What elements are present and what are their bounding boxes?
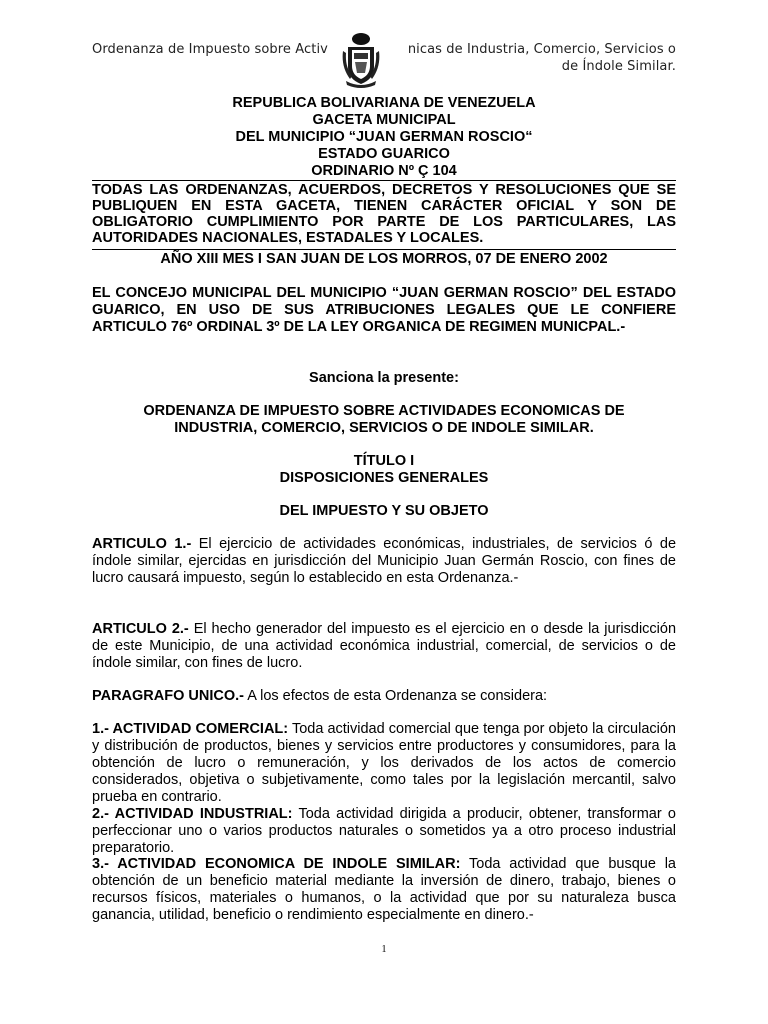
article-2-text: El hecho generador del impuesto es el ejercicio en o desde la jurisdicción de este Municipio, de una actividad económica industrial, comercial, de servicios o de índole similar, con fines de lucro. — [92, 621, 677, 671]
preamble: EL CONCEJO MUNICIPAL DEL MUNICIPIO “JUAN GERMAN ROSCIO” DEL ESTADO GUARICO, EN USO DE SUS ATRIBUCIONES LEGALES QUE LE CONFIERE ARTICULO 76º ORDINAL 3º DE LA LEY ORGANICA DE REGIMEN MUNICPAL.- — [92, 285, 676, 335]
ordinance-title-line1: ORDENANZA DE IMPUESTO SOBRE ACTIVIDADES ECONOMICAS DE — [143, 403, 625, 419]
masthead-gazette: GACETA MUNICIPAL — [312, 112, 456, 128]
definition-indole-similar — [92, 856, 676, 924]
definition-indole-similar-label: 3.- ACTIVIDAD ECONOMICA DE INDOLE SIMILAR: — [92, 856, 461, 872]
titulo-name: DISPOSICIONES GENERALES — [279, 470, 489, 486]
ordinance-title-line2: INDUSTRIA, COMERCIO, SERVICIOS O DE INDOLE SIMILAR. — [174, 420, 594, 436]
definition-comercial-text: Toda actividad comercial que tenga por objeto la circulación y distribución de productos, bienes y servicios entre productores y consumidores, para la obtención de lucro o remuneración, y los derivados de los actos de comercio considerados, objetiva o subjetivamente, como tales por la legislación mercantil, salvo prueba en contrario. — [92, 721, 676, 805]
municipal-seal-icon — [342, 29, 380, 89]
paragrafo-unico-text: A los efectos de esta Ordenanza se considera: — [247, 688, 548, 704]
page-number: 1 — [381, 944, 387, 955]
running-header-left: Ordenanza de Impuesto sobre Activ — [92, 42, 328, 57]
masthead-republic: REPUBLICA BOLIVARIANA DE VENEZUELA — [232, 95, 536, 111]
article-1 — [92, 536, 676, 587]
article-1-text: El ejercicio de actividades económicas, industriales, de servicios ó de índole similar, ejercidas en jurisdicción del Municipio Juan Germán Roscio, con fines de lucro causará impuesto, según lo establecido en esta Ordenanza.- — [92, 536, 677, 586]
notice-bottom-rule — [92, 249, 676, 250]
running-header-right-line1: nicas de Industria, Comercio, Servicios o — [407, 42, 676, 57]
article-2 — [92, 621, 676, 672]
definition-comercial-label: 1.- ACTIVIDAD COMERCIAL: — [92, 721, 289, 737]
definition-industrial — [92, 806, 676, 857]
masthead-state: ESTADO GUARICO — [318, 146, 450, 162]
definition-comercial — [92, 721, 676, 806]
paragrafo-unico-label: PARAGRAFO UNICO.- — [92, 688, 244, 704]
masthead-issue: ORDINARIO Nº Ç 104 — [311, 163, 457, 179]
sanciona: Sanciona la presente: — [309, 370, 459, 386]
article-2-label: ARTICULO 2.- — [92, 621, 189, 637]
definition-industrial-text: Toda actividad dirigida a producir, obtener, transformar o perfeccionar uno o varios productos naturales o sometidos ya a otro proceso industrial preparatorio. — [92, 806, 676, 856]
chapter-heading: DEL IMPUESTO Y SU OBJETO — [279, 503, 489, 519]
running-header-right-line2: de Índole Similar. — [561, 59, 676, 74]
paragrafo-unico — [92, 688, 676, 705]
article-1-label: ARTICULO 1.- — [92, 536, 192, 552]
masthead-municipality: DEL MUNICIPIO “JUAN GERMAN ROSCIO“ — [235, 129, 533, 145]
notice-top-rule — [92, 180, 676, 181]
definition-indole-similar-text: Toda actividad que busque la obtención de un beneficio material mediante la inversión de dinero, trabajo, bienes o recursos físicos, materiales o humanos, o la actividad que por su naturaleza busca ganancia, utilidad, beneficio o rendimiento especialmente en dinero.- — [92, 856, 676, 923]
titulo-heading: TÍTULO I — [353, 453, 415, 469]
definition-industrial-label: 2.- ACTIVIDAD INDUSTRIAL: — [92, 806, 293, 822]
dateline: AÑO XIII MES I SAN JUAN DE LOS MORROS, 07 DE ENERO 2002 — [160, 251, 608, 267]
official-notice: TODAS LAS ORDENANZAS, ACUERDOS, DECRETOS Y RESOLUCIONES QUE SE PUBLIQUEN EN ESTA GACETA, TIENEN CARÁCTER OFICIAL Y SON DE OBLIGATORIO CUMPLIMIENTO POR PARTE DE LOS PARTICULARES, LAS AUTORIDADES NACIONALES, ESTADALES Y LOCALES. — [92, 182, 676, 246]
